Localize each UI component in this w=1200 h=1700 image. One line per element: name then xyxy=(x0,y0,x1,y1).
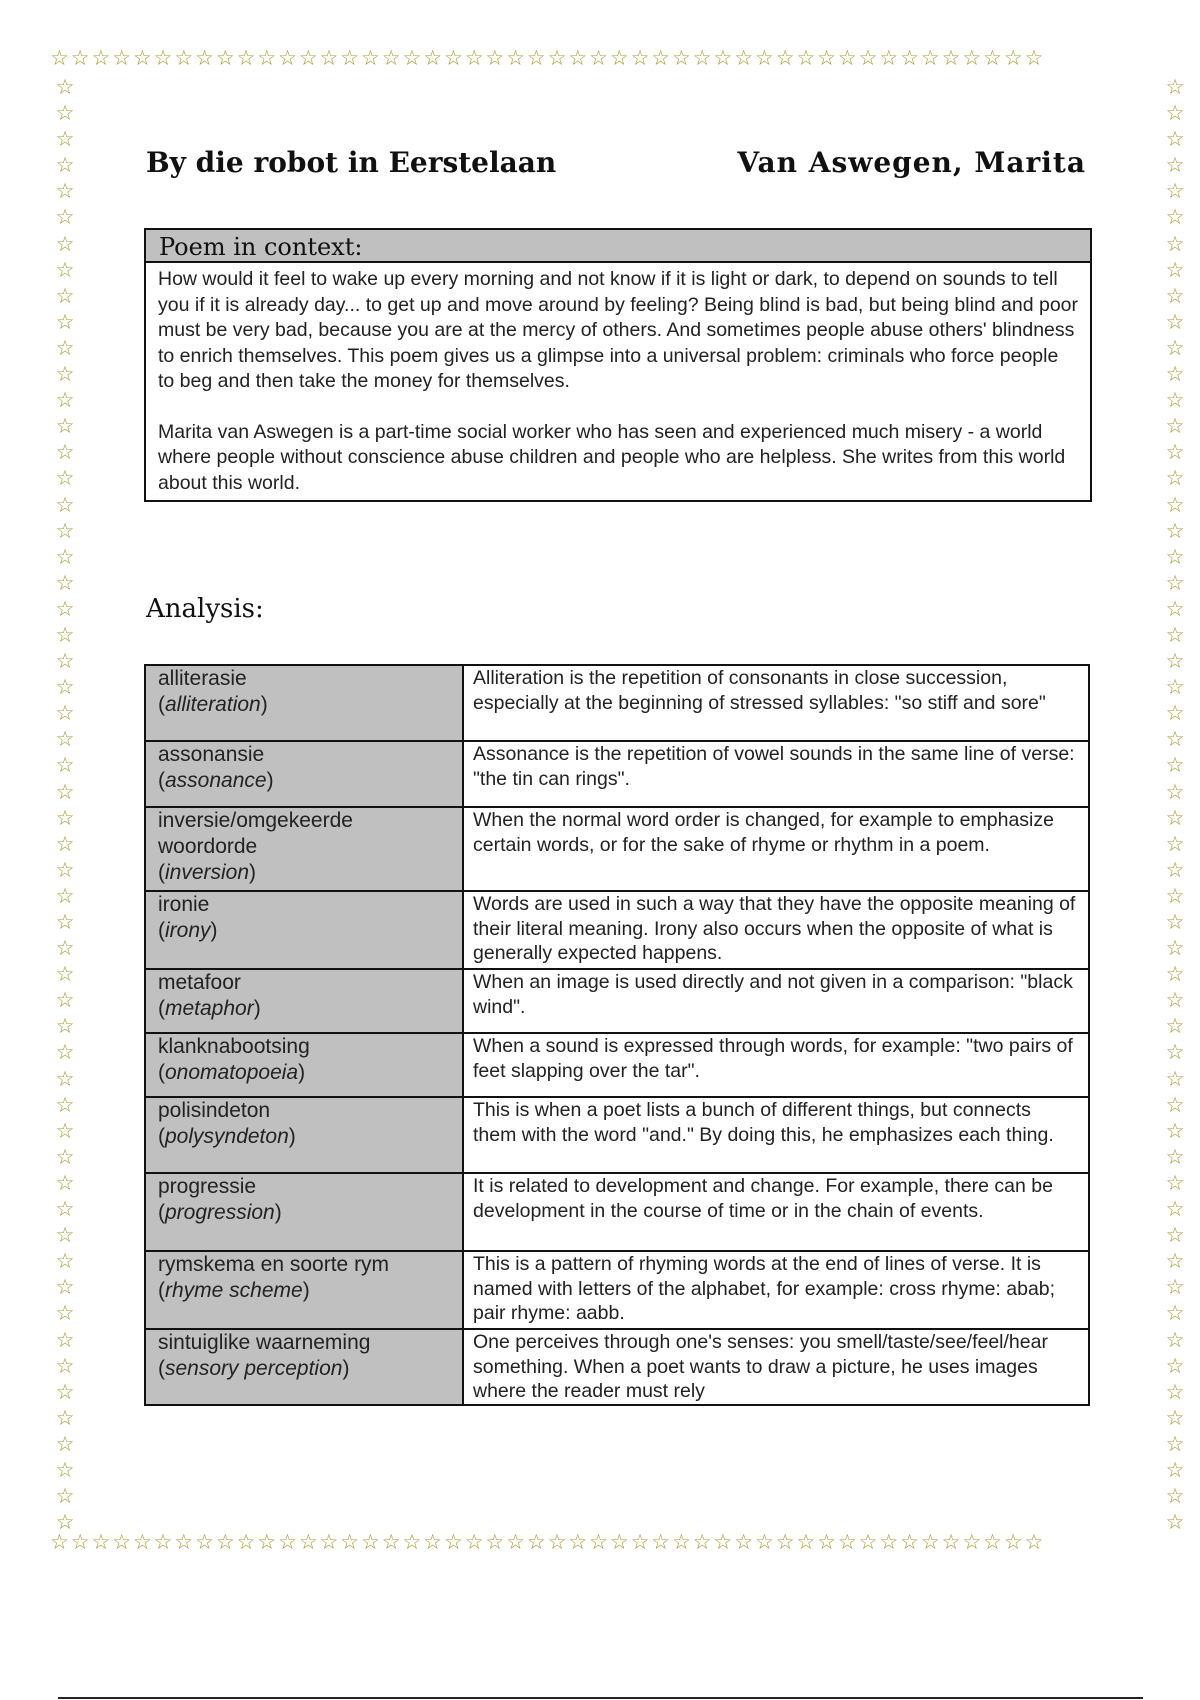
star-icon: ☆ xyxy=(464,48,486,70)
star-icon: ☆ xyxy=(55,205,75,230)
star-icon: ☆ xyxy=(1165,831,1185,856)
term-cell xyxy=(145,1329,463,1405)
star-icon: ☆ xyxy=(1165,910,1185,934)
star-icon: ☆ xyxy=(55,1014,75,1039)
star-icon: ☆ xyxy=(1165,1118,1185,1143)
star-icon: ☆ xyxy=(1165,753,1185,778)
analysis-row xyxy=(145,969,1089,1033)
star-icon: ☆ xyxy=(547,1532,569,1554)
star-icon: ☆ xyxy=(920,1532,942,1554)
star-icon: ☆ xyxy=(361,1532,382,1554)
star-icon: ☆ xyxy=(713,48,735,70)
term-afrikaans: progressie xyxy=(158,1175,257,1198)
definition-cell: This is when a poet lists a bunch of different things, but connects them with the word "and." By doing this, he emphasizes each thing. xyxy=(463,1097,1089,1173)
star-border-bottom xyxy=(50,1532,1178,1558)
star-icon: ☆ xyxy=(1165,283,1185,308)
star-icon: ☆ xyxy=(630,48,652,70)
star-icon: ☆ xyxy=(55,701,75,726)
star-icon: ☆ xyxy=(55,883,75,908)
star-icon: ☆ xyxy=(962,1532,984,1554)
star-icon: ☆ xyxy=(55,101,75,126)
star-icon: ☆ xyxy=(1165,1457,1185,1482)
star-border-right xyxy=(1162,74,1188,1532)
star-icon: ☆ xyxy=(983,48,1004,70)
term-cell xyxy=(145,741,463,807)
star-icon: ☆ xyxy=(1165,127,1185,152)
context-body xyxy=(146,263,1090,500)
star-icon: ☆ xyxy=(298,1532,320,1554)
star-icon: ☆ xyxy=(55,544,75,569)
star-icon: ☆ xyxy=(568,48,590,70)
term-english: (sensory perception) xyxy=(158,1357,350,1380)
star-icon: ☆ xyxy=(1024,48,1046,70)
star-icon: ☆ xyxy=(55,283,75,308)
term-afrikaans: assonansie xyxy=(158,743,265,766)
star-icon: ☆ xyxy=(1003,48,1025,70)
star-icon: ☆ xyxy=(55,596,75,621)
term-afrikaans: klanknabootsing xyxy=(158,1035,310,1058)
star-icon: ☆ xyxy=(1165,962,1185,987)
star-icon: ☆ xyxy=(55,231,75,256)
star-icon: ☆ xyxy=(589,48,610,70)
term-afrikaans: sintuiglike waarneming xyxy=(158,1331,371,1354)
term-afrikaans: metafoor xyxy=(158,971,241,994)
star-icon: ☆ xyxy=(526,1532,548,1554)
star-icon: ☆ xyxy=(1165,1014,1185,1039)
star-icon: ☆ xyxy=(340,48,362,70)
star-icon: ☆ xyxy=(1165,675,1185,700)
star-icon: ☆ xyxy=(195,48,216,70)
star-icon: ☆ xyxy=(1165,1144,1185,1169)
footer-rule xyxy=(58,1697,1143,1699)
star-icon: ☆ xyxy=(775,1532,797,1554)
poem-author: Van Aswegen, Marita xyxy=(737,146,1086,179)
star-icon: ☆ xyxy=(340,1532,362,1554)
star-icon: ☆ xyxy=(55,362,75,387)
star-icon: ☆ xyxy=(1165,257,1185,282)
star-icon: ☆ xyxy=(55,335,75,360)
star-icon: ☆ xyxy=(1165,1092,1185,1117)
star-icon: ☆ xyxy=(443,1532,465,1554)
star-icon: ☆ xyxy=(402,48,424,70)
star-icon: ☆ xyxy=(55,1510,75,1532)
star-icon: ☆ xyxy=(837,1532,859,1554)
term-english: (rhyme scheme) xyxy=(158,1279,310,1302)
analysis-table xyxy=(144,664,1090,1406)
star-icon: ☆ xyxy=(153,48,175,70)
star-icon: ☆ xyxy=(1165,1327,1185,1352)
star-icon: ☆ xyxy=(55,1249,75,1274)
star-icon: ☆ xyxy=(1165,1223,1185,1248)
star-icon: ☆ xyxy=(1165,1379,1185,1404)
star-icon: ☆ xyxy=(1165,1197,1185,1222)
star-icon: ☆ xyxy=(754,1532,776,1554)
star-icon: ☆ xyxy=(55,910,75,934)
star-icon: ☆ xyxy=(55,1170,75,1195)
star-icon: ☆ xyxy=(55,1327,75,1352)
star-icon: ☆ xyxy=(1165,596,1185,621)
star-icon: ☆ xyxy=(1165,466,1185,491)
star-icon: ☆ xyxy=(1003,1532,1025,1554)
star-icon: ☆ xyxy=(153,1532,175,1554)
star-icon: ☆ xyxy=(381,1532,403,1554)
term-afrikaans: inversie/omgekeerde woordorde xyxy=(158,809,353,858)
star-icon: ☆ xyxy=(1165,883,1185,908)
star-icon: ☆ xyxy=(55,414,75,439)
star-icon: ☆ xyxy=(485,1532,507,1554)
term-afrikaans: rymskema en soorte rym xyxy=(158,1253,390,1276)
term-english-text: progression xyxy=(165,1201,275,1224)
star-icon: ☆ xyxy=(257,48,279,70)
star-icon: ☆ xyxy=(900,48,921,70)
star-icon: ☆ xyxy=(443,48,465,70)
star-icon: ☆ xyxy=(91,1532,113,1554)
star-icon: ☆ xyxy=(132,1532,154,1554)
star-icon: ☆ xyxy=(713,1532,735,1554)
term-english-text: alliteration xyxy=(165,693,261,716)
star-icon: ☆ xyxy=(1165,1405,1185,1430)
term-english: (progression) xyxy=(158,1201,282,1224)
star-icon: ☆ xyxy=(858,1532,880,1554)
star-icon: ☆ xyxy=(1165,701,1185,726)
star-icon: ☆ xyxy=(1165,649,1185,674)
star-icon: ☆ xyxy=(55,857,75,882)
star-icon: ☆ xyxy=(132,48,154,70)
term-english-text: polysyndeton xyxy=(165,1125,289,1148)
term-english: (metaphor) xyxy=(158,997,261,1020)
definition-cell: It is related to development and change. For example, there can be development in the course of time or in the chain of events. xyxy=(463,1173,1089,1251)
star-icon: ☆ xyxy=(754,48,776,70)
term-cell xyxy=(145,969,463,1033)
star-icon: ☆ xyxy=(1165,622,1185,647)
analysis-table-body xyxy=(145,665,1089,1405)
definition-cell: Assonance is the repetition of vowel sounds in the same line of verse: "the tin can rings". xyxy=(463,741,1089,807)
definition-cell: Words are used in such a way that they have the opposite meaning of their literal meaning. Irony also occurs when the opposite of what is generally expected happens. xyxy=(463,891,1089,969)
star-icon: ☆ xyxy=(55,831,75,856)
definition-cell: When an image is used directly and not given in a comparison: "black wind". xyxy=(463,969,1089,1033)
star-icon: ☆ xyxy=(361,48,382,70)
star-icon: ☆ xyxy=(609,1532,631,1554)
star-icon: ☆ xyxy=(1165,805,1185,830)
analysis-row xyxy=(145,891,1089,969)
star-icon: ☆ xyxy=(609,48,631,70)
analysis-row xyxy=(145,741,1089,807)
star-icon: ☆ xyxy=(1165,1484,1185,1509)
analysis-row xyxy=(145,807,1089,891)
star-icon: ☆ xyxy=(55,518,75,543)
star-icon: ☆ xyxy=(485,48,507,70)
star-icon: ☆ xyxy=(55,1431,75,1456)
star-icon: ☆ xyxy=(112,1532,133,1554)
star-icon: ☆ xyxy=(55,1118,75,1143)
star-icon: ☆ xyxy=(70,1532,92,1554)
star-icon: ☆ xyxy=(319,1532,341,1554)
analysis-row xyxy=(145,1097,1089,1173)
star-icon: ☆ xyxy=(55,153,75,178)
star-icon: ☆ xyxy=(55,257,75,282)
star-icon: ☆ xyxy=(1165,309,1185,334)
star-icon: ☆ xyxy=(319,48,341,70)
star-icon: ☆ xyxy=(1165,1040,1185,1065)
star-icon: ☆ xyxy=(672,48,693,70)
star-icon: ☆ xyxy=(55,179,75,204)
star-icon: ☆ xyxy=(651,48,673,70)
star-icon: ☆ xyxy=(651,1532,673,1554)
term-english-text: rhyme scheme xyxy=(165,1279,303,1302)
star-icon: ☆ xyxy=(50,48,71,70)
star-icon: ☆ xyxy=(55,1275,75,1300)
star-icon: ☆ xyxy=(837,48,859,70)
star-icon: ☆ xyxy=(1165,1066,1185,1091)
star-border-top xyxy=(50,48,1178,74)
star-icon: ☆ xyxy=(55,1223,75,1248)
star-icon: ☆ xyxy=(55,1040,75,1065)
star-icon: ☆ xyxy=(55,779,75,804)
star-icon: ☆ xyxy=(55,805,75,830)
definition-cell: Alliteration is the repetition of consonants in close succession, especially at the beginning of stressed syllables: "so stiff and sore" xyxy=(463,665,1089,741)
star-icon: ☆ xyxy=(257,1532,279,1554)
star-icon: ☆ xyxy=(1165,75,1185,99)
star-icon: ☆ xyxy=(55,962,75,987)
star-icon: ☆ xyxy=(858,48,880,70)
term-english-text: assonance xyxy=(165,769,267,792)
star-icon: ☆ xyxy=(1165,1431,1185,1456)
analysis-row xyxy=(145,665,1089,741)
star-icon: ☆ xyxy=(817,48,838,70)
term-english-text: onomatopoeia xyxy=(165,1061,299,1084)
star-icon: ☆ xyxy=(1165,1510,1185,1532)
star-icon: ☆ xyxy=(1165,727,1185,752)
star-icon: ☆ xyxy=(1165,1301,1185,1326)
star-icon: ☆ xyxy=(55,622,75,647)
star-icon: ☆ xyxy=(817,1532,838,1554)
star-icon: ☆ xyxy=(879,48,901,70)
definition-cell: One perceives through one's senses: you smell/taste/see/feel/hear something. When a poet wants to draw a picture, he uses images where the reader must rely xyxy=(463,1329,1089,1405)
term-english-text: inversion xyxy=(165,861,250,884)
star-icon: ☆ xyxy=(1165,179,1185,204)
analysis-row xyxy=(145,1033,1089,1097)
star-icon: ☆ xyxy=(1165,779,1185,804)
title-row xyxy=(146,146,1086,179)
star-icon: ☆ xyxy=(526,48,548,70)
star-icon: ☆ xyxy=(547,48,569,70)
star-icon: ☆ xyxy=(55,440,75,465)
star-icon: ☆ xyxy=(215,1532,237,1554)
star-icon: ☆ xyxy=(236,1532,258,1554)
term-english-text: sensory perception xyxy=(165,1357,343,1380)
star-icon: ☆ xyxy=(55,388,75,413)
star-icon: ☆ xyxy=(506,1532,527,1554)
context-heading: Poem in context: xyxy=(146,230,1090,263)
definition-cell: When a sound is expressed through words, for example: "two pairs of feet slapping over the tar". xyxy=(463,1033,1089,1097)
star-icon: ☆ xyxy=(589,1532,610,1554)
star-icon: ☆ xyxy=(1165,518,1185,543)
star-icon: ☆ xyxy=(298,48,320,70)
analysis-heading: Analysis: xyxy=(146,594,264,624)
star-icon: ☆ xyxy=(796,48,818,70)
star-icon: ☆ xyxy=(1165,1249,1185,1274)
star-icon: ☆ xyxy=(983,1532,1004,1554)
star-icon: ☆ xyxy=(55,466,75,491)
term-cell xyxy=(145,891,463,969)
star-icon: ☆ xyxy=(70,48,92,70)
star-icon: ☆ xyxy=(1165,231,1185,256)
star-icon: ☆ xyxy=(630,1532,652,1554)
star-icon: ☆ xyxy=(55,936,75,961)
star-icon: ☆ xyxy=(55,1066,75,1091)
star-icon: ☆ xyxy=(1165,570,1185,595)
star-icon: ☆ xyxy=(278,48,299,70)
term-cell xyxy=(145,665,463,741)
star-border-left xyxy=(52,74,78,1532)
term-afrikaans: ironie xyxy=(158,893,210,916)
star-icon: ☆ xyxy=(962,48,984,70)
term-cell xyxy=(145,1097,463,1173)
star-icon: ☆ xyxy=(879,1532,901,1554)
star-icon: ☆ xyxy=(1165,205,1185,230)
star-icon: ☆ xyxy=(1165,988,1185,1013)
star-icon: ☆ xyxy=(381,48,403,70)
term-english-text: irony xyxy=(165,919,211,942)
analysis-row xyxy=(145,1329,1089,1405)
star-icon: ☆ xyxy=(423,48,444,70)
definition-cell: This is a pattern of rhyming words at the end of lines of verse. It is named with letters of the alphabet, for example: cross rhyme: abab; pair rhyme: aabb. xyxy=(463,1251,1089,1329)
star-icon: ☆ xyxy=(941,48,963,70)
star-icon: ☆ xyxy=(112,48,133,70)
star-icon: ☆ xyxy=(55,1301,75,1326)
term-afrikaans: alliterasie xyxy=(158,667,247,690)
star-icon: ☆ xyxy=(1165,936,1185,961)
context-paragraph: Marita van Aswegen is a part-time social worker who has seen and experienced much misery - a world where people without conscience abuse children and people who are helpless. She writes from this world about this world. xyxy=(158,420,1066,494)
star-icon: ☆ xyxy=(1165,153,1185,178)
star-icon: ☆ xyxy=(796,1532,818,1554)
star-icon: ☆ xyxy=(1024,1532,1046,1554)
star-icon: ☆ xyxy=(91,48,113,70)
star-icon: ☆ xyxy=(55,1353,75,1378)
star-icon: ☆ xyxy=(506,48,527,70)
star-icon: ☆ xyxy=(1165,388,1185,413)
star-icon: ☆ xyxy=(1165,414,1185,439)
term-cell xyxy=(145,1033,463,1097)
star-icon: ☆ xyxy=(402,1532,424,1554)
star-icon: ☆ xyxy=(568,1532,590,1554)
star-icon: ☆ xyxy=(55,1484,75,1509)
star-icon: ☆ xyxy=(55,1092,75,1117)
star-icon: ☆ xyxy=(692,48,714,70)
term-cell xyxy=(145,1251,463,1329)
star-icon: ☆ xyxy=(55,1379,75,1404)
term-english: (irony) xyxy=(158,919,218,942)
star-icon: ☆ xyxy=(55,1197,75,1222)
term-cell xyxy=(145,807,463,891)
star-icon: ☆ xyxy=(734,1532,755,1554)
star-icon: ☆ xyxy=(174,1532,196,1554)
star-icon: ☆ xyxy=(672,1532,693,1554)
poem-context-box xyxy=(144,228,1092,502)
star-icon: ☆ xyxy=(1165,440,1185,465)
star-icon: ☆ xyxy=(236,48,258,70)
term-cell xyxy=(145,1173,463,1251)
term-english-text: metaphor xyxy=(165,997,254,1020)
star-icon: ☆ xyxy=(55,75,75,99)
analysis-row xyxy=(145,1173,1089,1251)
star-icon: ☆ xyxy=(55,127,75,152)
star-icon: ☆ xyxy=(920,48,942,70)
star-icon: ☆ xyxy=(55,675,75,700)
term-english: (alliteration) xyxy=(158,693,268,716)
analysis-row xyxy=(145,1251,1089,1329)
star-icon: ☆ xyxy=(1165,492,1185,517)
star-icon: ☆ xyxy=(1165,857,1185,882)
star-icon: ☆ xyxy=(55,1144,75,1169)
term-english: (inversion) xyxy=(158,861,257,884)
term-english: (assonance) xyxy=(158,769,274,792)
star-icon: ☆ xyxy=(278,1532,299,1554)
poem-title: By die robot in Eerstelaan xyxy=(146,146,557,179)
context-paragraph: How would it feel to wake up every morning and not know if it is light or dark, to depend on sounds to tell you if it is already day... to get up and move around by feeling? Being blind is bad, but being blind and poor must be very bad, because you are at the mercy of others. And sometimes people abuse others' blindness to enrich themselves. This poem gives us a glimpse into a universal problem: criminals who force people to beg and then take the money for themselves. xyxy=(158,268,1079,392)
star-icon: ☆ xyxy=(1165,335,1185,360)
term-afrikaans: polisindeton xyxy=(158,1099,271,1122)
star-icon: ☆ xyxy=(1165,101,1185,126)
star-icon: ☆ xyxy=(1165,1170,1185,1195)
term-english: (onomatopoeia) xyxy=(158,1061,306,1084)
star-icon: ☆ xyxy=(195,1532,216,1554)
star-icon: ☆ xyxy=(1165,1275,1185,1300)
definition-cell: When the normal word order is changed, for example to emphasize certain words, or for the sake of rhyme or rhythm in a poem. xyxy=(463,807,1089,891)
star-icon: ☆ xyxy=(55,309,75,334)
star-icon: ☆ xyxy=(775,48,797,70)
star-icon: ☆ xyxy=(55,1457,75,1482)
star-icon: ☆ xyxy=(174,48,196,70)
star-icon: ☆ xyxy=(50,1532,71,1554)
star-icon: ☆ xyxy=(1165,362,1185,387)
star-icon: ☆ xyxy=(1165,544,1185,569)
term-english: (polysyndeton) xyxy=(158,1125,296,1148)
star-icon: ☆ xyxy=(55,570,75,595)
star-icon: ☆ xyxy=(55,492,75,517)
star-icon: ☆ xyxy=(55,727,75,752)
star-icon: ☆ xyxy=(734,48,755,70)
star-icon: ☆ xyxy=(215,48,237,70)
star-icon: ☆ xyxy=(423,1532,444,1554)
star-icon: ☆ xyxy=(55,988,75,1013)
star-icon: ☆ xyxy=(55,1405,75,1430)
star-icon: ☆ xyxy=(55,649,75,674)
star-icon: ☆ xyxy=(692,1532,714,1554)
star-icon: ☆ xyxy=(55,753,75,778)
star-icon: ☆ xyxy=(941,1532,963,1554)
star-icon: ☆ xyxy=(464,1532,486,1554)
star-icon: ☆ xyxy=(900,1532,921,1554)
star-icon: ☆ xyxy=(1165,1353,1185,1378)
